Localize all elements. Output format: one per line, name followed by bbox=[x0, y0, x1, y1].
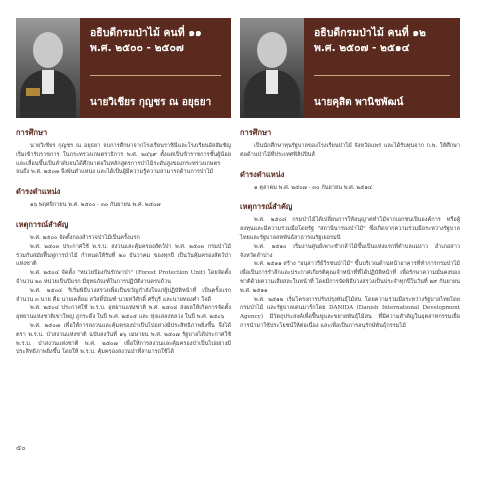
portrait-photo bbox=[240, 18, 304, 118]
position-text: ๑๖ พฤศจิกายน พ.ศ. ๒๕๐๐ - ๓๐ กันยายน พ.ศ. ๒๕๐๗ bbox=[30, 202, 161, 209]
position-heading: ดำรงตำแหน่ง bbox=[16, 187, 61, 197]
event-paragraph: พ.ศ. ๒๕๐๗ เพื่อให้การสงวนและคุ้มครองป่าเป็นไปอย่างมีประสิทธิภาพยิ่งขึ้น จึงได้ตรา พ.ร.บ. ป่าสงวนแห่งชาติ ฉบับลงวันที่ ๑๖ เมษายน พ.ศ. ๒๕๐๗ รัฐบาลได้ประกาศใช้ พ.ร.บ. ป่าสงวนแห่งชาติ พ.ศ. ๒๕๐๗ เพื่อให้การสงวนและคุ้มครองป่าเป็นไปอย่างมีประสิทธิภาพยิ่งขึ้น โดยให้ พ.ร.บ. คุ้มครองสงวนป่าที่สามารถใช้ได้ bbox=[16, 322, 231, 356]
event-paragraph: พ.ศ. ๒๕๐๔ ริเริ่มพิธีบวงสรวงเพื่อเป็นขวัญกำลังใจแก่ผู้ปฏิบัติหน้าที่ เป็นครั้งแรก จำนวน ๓ นาย คือ นายเคลี่ยม สวัสดิ์บัณฑ์ นายทวีศักดิ์ ศรีบุรี และนายทองคำ ใจดี bbox=[16, 287, 231, 303]
event-paragraph: พ.ศ. ๒๕๑๐ เริ่มงานศูนย์เพาะชำกล้าไม้ขึ้นเป็นแห่งแรกที่ตำบลแม่งาว อำเภอสาว จังหวัดลำปาง bbox=[240, 243, 460, 259]
event-paragraph: พ.ศ. ๒๕๐๔ ประกาศใช้ พ.ร.บ. อุทยานแห่งชาติ พ.ศ. ๒๕๐๔ ส่งผลให้เกิดการจัดตั้ง อุทยานแห่งชาติเขาใหญ่ ภูกระดึง ในปี พ.ศ. ๒๕๐๕ และ ทุ่งแสลงหลวง ในปี พ.ศ. ๒๕๐๖ bbox=[16, 305, 231, 321]
right-header bbox=[240, 18, 460, 118]
education-text: นายวิเชียร กุญชร ณ อยุธยา จบการศึกษาจากโรงเรียนราชินีและโรงเรียนอัสสัมชัญ เริ่มเข้ารับราชการ ในกระทรวงเกษตราธิการ พ.ศ. ๒๔๖๙ ตั้งแต่เป็นข้าราชการชั้นผู้น้อย และเลื่อนขึ้นเป็นลำดับจนได้ศึกษาต่อในหลักสูตรการป่าไม้ระดับสูงของกระทรวงเกษตร จนถึง พ.ศ. ๒๕๐๗ จึงพ้นตำแหน่ง และได้เป็นผู้มีความรู้ความสามารถด้านการป่าไม้ bbox=[16, 143, 231, 176]
event-paragraph: พ.ศ. ๒๕๑๒ เริ่มโครงการปรับปรุงพันธุ์ไม้สน โดยความร่วมมือระหว่างรัฐบาลไทยโดยกรมป่าไม้ และรัฐบาลเดนมาร์กโดย DANIDA (Danish International Development Agency) มีวัตถุประสงค์เพื่อฟื้นฟูและขยายพันธุ์ไม้สน ที่มีความสำคัญในอุตสาหกรรมเยื่อการนำมาใช้ประโยชน์ให้ต่อเนื่อง และเพื่อเป็นการอนุรักษ์พันธุ์กรรมไม้ bbox=[240, 296, 460, 329]
person-name: นายคุสิต พานิชพัฒน์ bbox=[314, 97, 404, 108]
title-line-2: พ.ศ. ๒๕๐๐ - ๒๕๐๗ bbox=[90, 42, 184, 54]
title-box bbox=[80, 18, 231, 118]
portrait-collar bbox=[266, 70, 278, 94]
education-heading: การศึกษา bbox=[240, 128, 272, 137]
position-text: ๑ ตุลาคม พ.ศ. ๒๕๐๗ - ๓๐ กันยายน พ.ศ. ๒๕๑๔ bbox=[254, 184, 373, 191]
portrait-photo bbox=[16, 18, 80, 118]
left-column bbox=[16, 18, 231, 357]
portrait-collar bbox=[42, 70, 54, 94]
page-number: ๕๐ bbox=[16, 444, 26, 452]
portrait-medals bbox=[26, 88, 40, 96]
title-line-1: อธิบดีกรมป่าไม้ คนที่ ๑๒ bbox=[314, 27, 426, 39]
education-heading: การศึกษา bbox=[16, 128, 48, 137]
person-name: นายวิเชียร กุญชร ณ อยุธยา bbox=[90, 97, 212, 108]
left-header bbox=[16, 18, 231, 118]
position-heading: ดำรงตำแหน่ง bbox=[240, 169, 285, 179]
events-heading: เหตุการณ์สำคัญ bbox=[16, 219, 69, 229]
events-heading: เหตุการณ์สำคัญ bbox=[240, 202, 293, 212]
portrait-head bbox=[33, 32, 63, 68]
event-paragraph: พ.ศ. ๒๕๑๑ สร้าง "อนุสาวรีย์วีรชนป่าไม้" ขึ้นบริเวณด้านหน้าอาคารที่ทำการกรมป่าไม้ เพื่อเป็นการรำลึกและประกาศเกียรติคุณเจ้าหน้าที่ที่ได้ปฏิบัติหน้าที่ เพื่อรักษาความมั่นคงของชาติด้วยความเสียสละในหน้าที่ โดยมีการจัดพิธีบวงสรวงเป็นประจำทุกปีในวันที่ ๒๙ กันยายน พ.ศ. ๒๕๑๑ bbox=[240, 261, 460, 294]
event-paragraph: พ.ศ. ๒๕๐๘ กรมป่าไม้ได้เปลี่ยนการให้อนุญาตทำไม้จากเอกชนเป็นองค์การ หรือผู้ลงทุนและมีความร่วมมือโดยรัฐ "สถานีนาร่องป่าไม้" ซึ่งเกิดจากความร่วมมือระหว่างรัฐบาลไทยและรัฐบาลสหพันธ์สาธารณรัฐเยอรมนี bbox=[240, 217, 460, 241]
event-paragraph: พ.ศ. ๒๕๐๐ จัดตั้งกองสำรวจป่าไม้เป็นครั้งแรก bbox=[30, 234, 140, 241]
right-column bbox=[240, 18, 460, 331]
title-divider bbox=[90, 75, 221, 76]
event-paragraph: พ.ศ. ๒๕๐๔ จัดตั้ง "หน่วยป้องกันรักษาป่า" (Forest Protection Unit) โดยจัดตั้งจำนวน ๒๐ หน่วยเป็นปีแรก มียุทธภัณฑ์ในการปฏิบัติงานครบถ้วน bbox=[16, 270, 231, 285]
title-box bbox=[304, 18, 460, 118]
event-paragraph: พ.ศ. ๒๕๐๓ ประกาศใช้ พ.ร.บ. สงวนและคุ้มครองสัตว์ป่า พ.ศ. ๒๕๐๓ กรมป่าไม้ ร่วมกับสมัยฟื้นฟูการป่าไม้ กำหนดให้รับที่ ๒๐ ธันวาคม ของทุกปี เป็นวันคุ้มครองสัตว์ป่าแห่งชาติ bbox=[16, 243, 231, 268]
portrait-head bbox=[257, 32, 287, 68]
education-text: เป็นนักศึกษาทุนรัฐบาลของโรงเรียนป่าไม้ จังหวัดแพร่ และได้รับทุนจาก ก.พ. ให้ศึกษาต่อด้านป่าไม้ที่ประเทศฟิลิปปินส์ bbox=[240, 143, 460, 158]
title-divider bbox=[314, 75, 450, 76]
title-line-1: อธิบดีกรมป่าไม้ คนที่ ๑๑ bbox=[90, 27, 202, 39]
title-line-2: พ.ศ. ๒๕๐๗ - ๒๕๑๔ bbox=[314, 42, 410, 54]
